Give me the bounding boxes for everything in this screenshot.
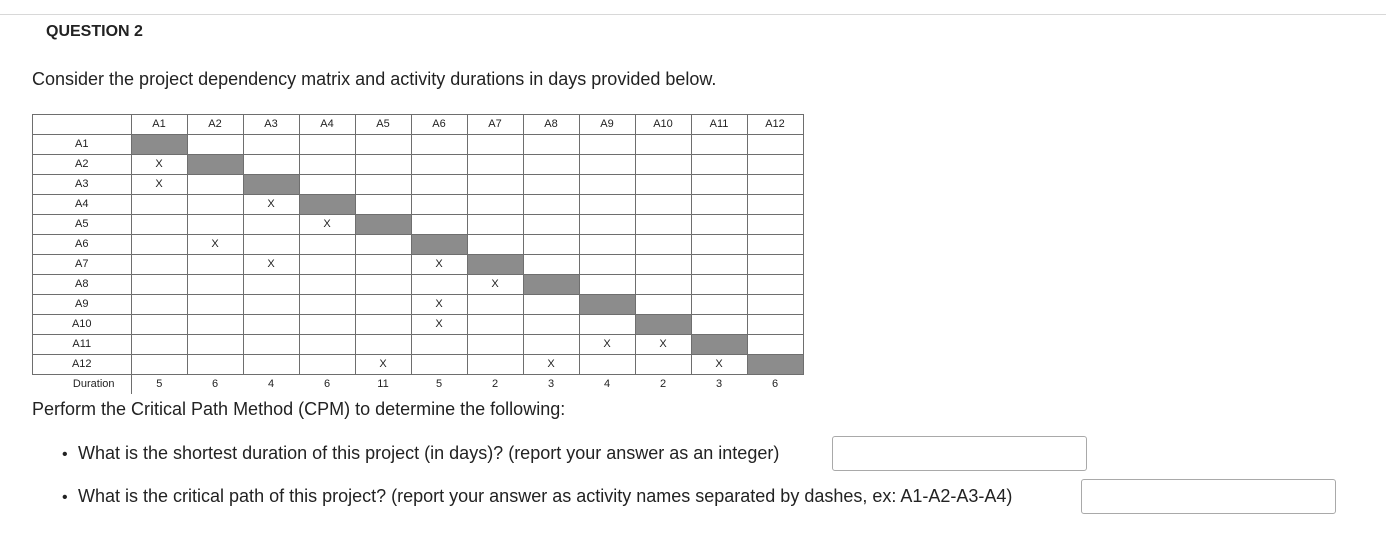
dependency-cell: X (131, 155, 187, 175)
dependency-cell (355, 175, 411, 195)
dependency-cell (355, 155, 411, 175)
matrix-row (33, 235, 804, 255)
dependency-cell (523, 315, 579, 335)
dependency-cell (131, 215, 187, 235)
dependency-cell (187, 355, 243, 375)
dependency-cell (187, 135, 243, 155)
dependency-cell (523, 135, 579, 155)
dependency-cell (747, 335, 803, 355)
duration-value: 5 (131, 375, 187, 395)
column-header: A2 (187, 115, 243, 135)
dependency-cell (579, 155, 635, 175)
row-header: A11 (33, 335, 132, 355)
dependency-cell (299, 355, 355, 375)
dependency-cell: X (243, 255, 299, 275)
dependency-cell (299, 315, 355, 335)
dependency-cell (187, 275, 243, 295)
duration-value: 6 (747, 375, 803, 395)
duration-row (33, 375, 804, 395)
dependency-cell (523, 235, 579, 255)
dependency-cell (747, 175, 803, 195)
matrix-row (33, 275, 804, 295)
dependency-cell (411, 155, 467, 175)
dependency-cell: X (411, 255, 467, 275)
duration-value: 6 (299, 375, 355, 395)
cpm-instructions: Perform the Critical Path Method (CPM) to determine the following: (32, 399, 566, 419)
dependency-cell (523, 295, 579, 315)
dependency-cell (747, 235, 803, 255)
dependency-cell (691, 215, 747, 235)
bullet-icon: • (62, 489, 68, 506)
critical-path-answer-input[interactable] (1081, 479, 1336, 514)
matrix-row (33, 175, 804, 195)
diagonal-cell (355, 215, 411, 235)
dependency-cell (747, 215, 803, 235)
dependency-cell (355, 235, 411, 255)
dependency-cell (187, 175, 243, 195)
row-header: A3 (33, 175, 132, 195)
duration-answer-input[interactable] (832, 436, 1087, 471)
duration-value: 4 (579, 375, 635, 395)
dependency-cell (635, 235, 691, 255)
matrix-row (33, 315, 804, 335)
dependency-cell (523, 335, 579, 355)
dependency-cell (467, 135, 523, 155)
dependency-cell (747, 155, 803, 175)
dependency-cell (299, 135, 355, 155)
dependency-cell (467, 355, 523, 375)
dependency-cell (747, 195, 803, 215)
duration-value: 2 (467, 375, 523, 395)
dependency-cell: X (635, 335, 691, 355)
dependency-cell (243, 295, 299, 315)
row-header: A1 (33, 135, 132, 155)
dependency-cell (355, 315, 411, 335)
column-header: A5 (355, 115, 411, 135)
matrix-header-row (33, 115, 804, 135)
dependency-cell (691, 275, 747, 295)
dependency-cell (747, 255, 803, 275)
dependency-cell (467, 235, 523, 255)
dependency-cell (691, 135, 747, 155)
dependency-cell (579, 175, 635, 195)
dependency-cell (635, 195, 691, 215)
dependency-cell (691, 235, 747, 255)
dependency-cell (579, 355, 635, 375)
dependency-cell (467, 175, 523, 195)
dependency-cell (411, 195, 467, 215)
top-divider (0, 14, 1386, 15)
matrix-row (33, 355, 804, 375)
dependency-cell (579, 255, 635, 275)
dependency-cell: X (691, 355, 747, 375)
column-header: A7 (467, 115, 523, 135)
dependency-cell (467, 295, 523, 315)
column-header: A4 (299, 115, 355, 135)
duration-value: 3 (523, 375, 579, 395)
dependency-cell (579, 195, 635, 215)
diagonal-cell (747, 355, 803, 375)
dependency-cell (131, 255, 187, 275)
question-item-duration (62, 443, 779, 464)
dependency-cell (691, 295, 747, 315)
dependency-cell (355, 295, 411, 315)
dependency-cell (411, 175, 467, 195)
bullet-icon: • (62, 446, 68, 463)
dependency-cell (243, 135, 299, 155)
dependency-cell (691, 195, 747, 215)
dependency-cell (691, 315, 747, 335)
dependency-cell: X (299, 215, 355, 235)
dependency-cell (243, 335, 299, 355)
diagonal-cell (691, 335, 747, 355)
dependency-cell (131, 315, 187, 335)
dependency-cell (747, 315, 803, 335)
dependency-cell (467, 335, 523, 355)
duration-value: 5 (411, 375, 467, 395)
dependency-cell (411, 335, 467, 355)
dependency-cell (131, 275, 187, 295)
dependency-cell (411, 135, 467, 155)
dependency-cell (299, 295, 355, 315)
dependency-cell (523, 175, 579, 195)
matrix-row (33, 255, 804, 275)
dependency-cell (131, 355, 187, 375)
row-header: A4 (33, 195, 132, 215)
column-header: A3 (243, 115, 299, 135)
dependency-cell (187, 255, 243, 275)
dependency-cell (187, 315, 243, 335)
duration-value: 11 (355, 375, 411, 395)
row-header: A9 (33, 295, 132, 315)
dependency-cell (355, 335, 411, 355)
dependency-cell (691, 255, 747, 275)
dependency-cell (467, 155, 523, 175)
dependency-cell (131, 195, 187, 215)
question-item-critical-path (62, 486, 1012, 507)
dependency-cell (635, 135, 691, 155)
dependency-cell (635, 175, 691, 195)
dependency-cell (243, 155, 299, 175)
dependency-cell (187, 295, 243, 315)
matrix-row (33, 215, 804, 235)
matrix-row (33, 295, 804, 315)
column-header: A8 (523, 115, 579, 135)
matrix-row (33, 335, 804, 355)
diagonal-cell (579, 295, 635, 315)
row-header: A7 (33, 255, 132, 275)
dependency-cell (187, 215, 243, 235)
matrix-row (33, 155, 804, 175)
dependency-matrix (32, 114, 804, 394)
diagonal-cell (467, 255, 523, 275)
row-header: A10 (33, 315, 132, 335)
row-header: A12 (33, 355, 132, 375)
dependency-cell (523, 195, 579, 215)
column-header: A11 (691, 115, 747, 135)
diagonal-cell (243, 175, 299, 195)
dependency-cell (187, 335, 243, 355)
dependency-cell (747, 275, 803, 295)
row-header: A2 (33, 155, 132, 175)
dependency-cell (243, 315, 299, 335)
row-header: A5 (33, 215, 132, 235)
dependency-cell (131, 235, 187, 255)
dependency-cell (579, 135, 635, 155)
column-header: A9 (579, 115, 635, 135)
dependency-cell (747, 295, 803, 315)
dependency-cell (579, 215, 635, 235)
matrix-row (33, 135, 804, 155)
dependency-cell (131, 335, 187, 355)
dependency-cell (579, 235, 635, 255)
column-header: A10 (635, 115, 691, 135)
question-intro: Consider the project dependency matrix and activity durations in days provided below. (32, 69, 717, 89)
question-title: QUESTION 2 (46, 23, 143, 40)
dependency-cell (467, 195, 523, 215)
dependency-cell (691, 155, 747, 175)
dependency-cell (243, 235, 299, 255)
dependency-cell (635, 155, 691, 175)
dependency-cell (355, 135, 411, 155)
dependency-cell (411, 215, 467, 235)
dependency-cell (131, 295, 187, 315)
diagonal-cell (411, 235, 467, 255)
dependency-cell (187, 195, 243, 215)
dependency-cell (747, 135, 803, 155)
matrix-row (33, 195, 804, 215)
column-header: A1 (131, 115, 187, 135)
matrix-corner-cell (33, 115, 132, 135)
dependency-cell (467, 315, 523, 335)
dependency-cell (579, 315, 635, 335)
dependency-cell: X (523, 355, 579, 375)
dependency-cell (411, 275, 467, 295)
dependency-cell (579, 275, 635, 295)
dependency-cell (243, 355, 299, 375)
diagonal-cell (131, 135, 187, 155)
dependency-cell (299, 175, 355, 195)
dependency-cell: X (243, 195, 299, 215)
diagonal-cell (523, 275, 579, 295)
question-item-text: What is the shortest duration of this project (in days)? (report your answer as an integer) (78, 443, 780, 463)
row-header: A8 (33, 275, 132, 295)
dependency-cell: X (411, 295, 467, 315)
dependency-cell: X (579, 335, 635, 355)
dependency-cell (523, 215, 579, 235)
dependency-cell (635, 215, 691, 235)
diagonal-cell (187, 155, 243, 175)
dependency-cell (243, 275, 299, 295)
duration-value: 4 (243, 375, 299, 395)
dependency-cell (523, 155, 579, 175)
dependency-cell: X (187, 235, 243, 255)
dependency-cell: X (467, 275, 523, 295)
dependency-cell: X (411, 315, 467, 335)
duration-label: Duration (33, 375, 132, 395)
dependency-cell (411, 355, 467, 375)
diagonal-cell (299, 195, 355, 215)
diagonal-cell (635, 315, 691, 335)
duration-value: 3 (691, 375, 747, 395)
dependency-cell (243, 215, 299, 235)
dependency-cell (299, 335, 355, 355)
duration-value: 6 (187, 375, 243, 395)
dependency-cell (299, 155, 355, 175)
dependency-cell (691, 175, 747, 195)
dependency-cell (299, 235, 355, 255)
dependency-cell: X (355, 355, 411, 375)
dependency-cell: X (131, 175, 187, 195)
dependency-cell (635, 275, 691, 295)
column-header: A12 (747, 115, 803, 135)
dependency-cell (299, 255, 355, 275)
row-header: A6 (33, 235, 132, 255)
dependency-cell (635, 295, 691, 315)
dependency-cell (355, 255, 411, 275)
dependency-cell (635, 255, 691, 275)
dependency-cell (467, 215, 523, 235)
dependency-cell (635, 355, 691, 375)
dependency-cell (355, 195, 411, 215)
dependency-cell (523, 255, 579, 275)
dependency-cell (299, 275, 355, 295)
question-item-text: What is the critical path of this project? (report your answer as activity names separated by dashes, ex: A1-A2-A3-A4) (78, 486, 1013, 506)
duration-value: 2 (635, 375, 691, 395)
column-header: A6 (411, 115, 467, 135)
dependency-cell (355, 275, 411, 295)
